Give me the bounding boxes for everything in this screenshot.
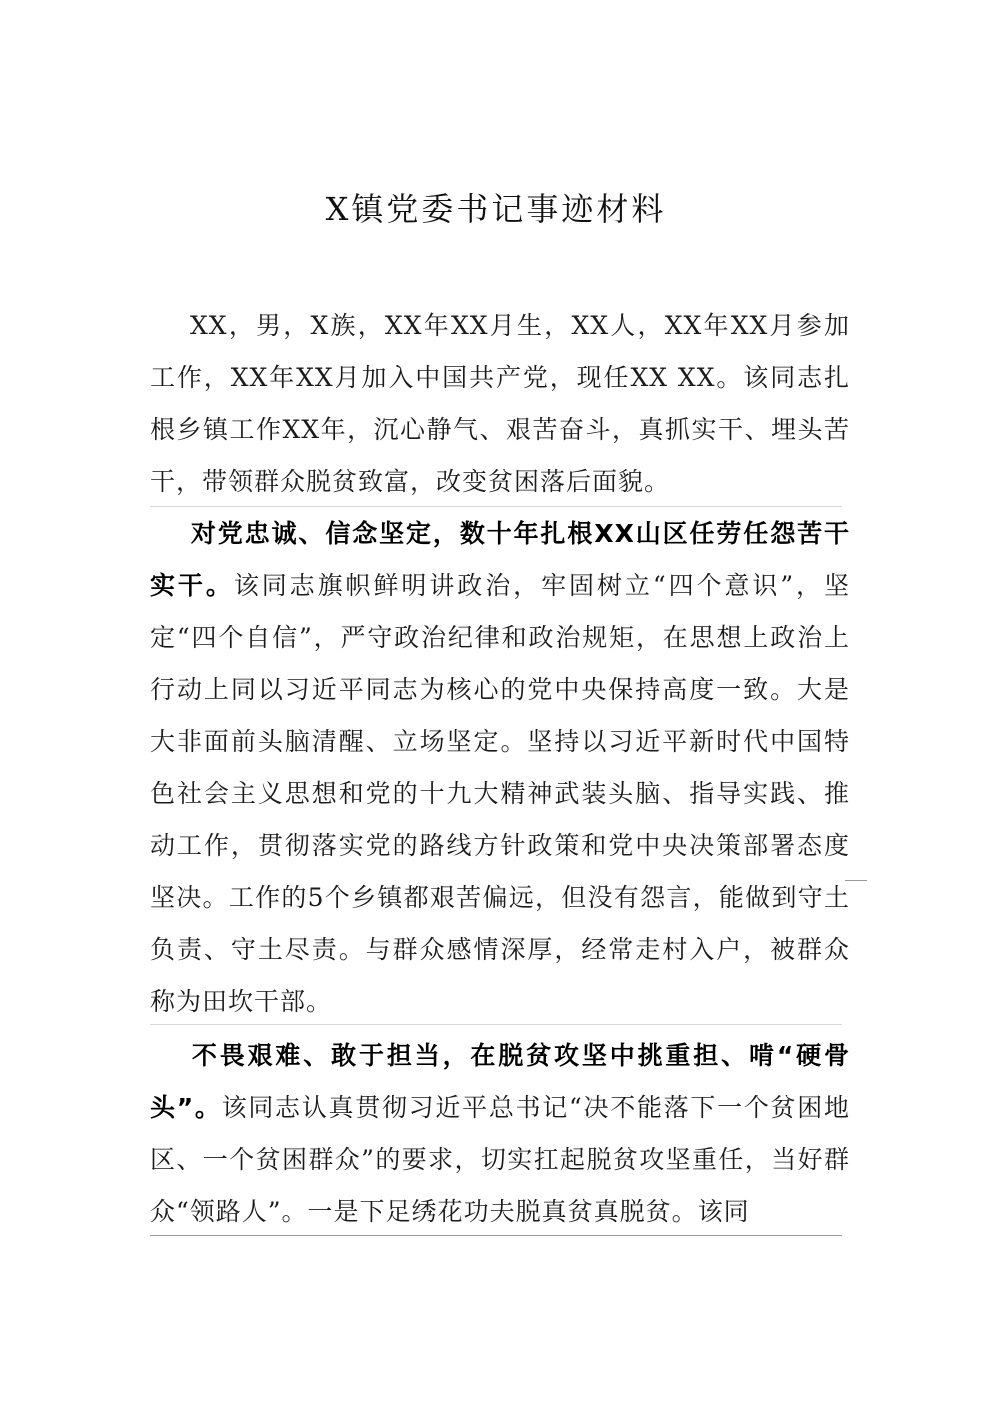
paragraph-intro (150, 300, 850, 508)
paragraph-loyalty (150, 508, 850, 1028)
paragraph-heading: 对党忠诚、信念坚定，数十年扎根XX山区任劳任怨苦干实干。 (150, 519, 850, 600)
paragraph-poverty (150, 1030, 850, 1238)
document-title: X镇党委书记事迹材料 (325, 190, 667, 229)
paragraph-text: 该同志旗帜鲜明讲政治，牢固树立“四个意识”，坚定“四个自信”，严守政治纪律和政治规矩，在思想上政治上行动上同以习近平同志为核心的党中央保持高度一致。大是大非面前头脑清醒、立场坚定。坚持以习近平新时代中国特色社会主义思想和党的十九大精神武装头脑、指导实践、推动工作，贯彻落实党的路线方针政策和党中央决策部署态度坚决。工作的5个乡镇都艰苦偏远，但没有怨言，能做到守土负责、守土尽责。与群众感情深厚，经常走村入户，被群众称为田坎干部。 (150, 571, 850, 1016)
paragraph-text: 该同志认真贯彻习近平总书记“决不能落下一个贫困地区、一个贫困群众”的要求，切实扛起脱贫攻坚重任，当好群众“领路人”。一是下足绣花功夫脱真贫真脱贫。该同 (150, 1093, 850, 1226)
paragraph-heading: 不畏艰难、敢于担当，在脱贫攻坚中挑重担、啃“硬骨头”。 (150, 1041, 850, 1122)
paragraph-text: XX，男，X族，XX年XX月生，XX人，XX年XX月参加工作，XX年XX月加入中国共产党，现任XX XX。该同志扎根乡镇工作XX年，沉心静气、艰苦奋斗，真抓实干、埋头苦干，带领群众脱贫致富，改变贫困落后面貌。 (150, 311, 850, 496)
